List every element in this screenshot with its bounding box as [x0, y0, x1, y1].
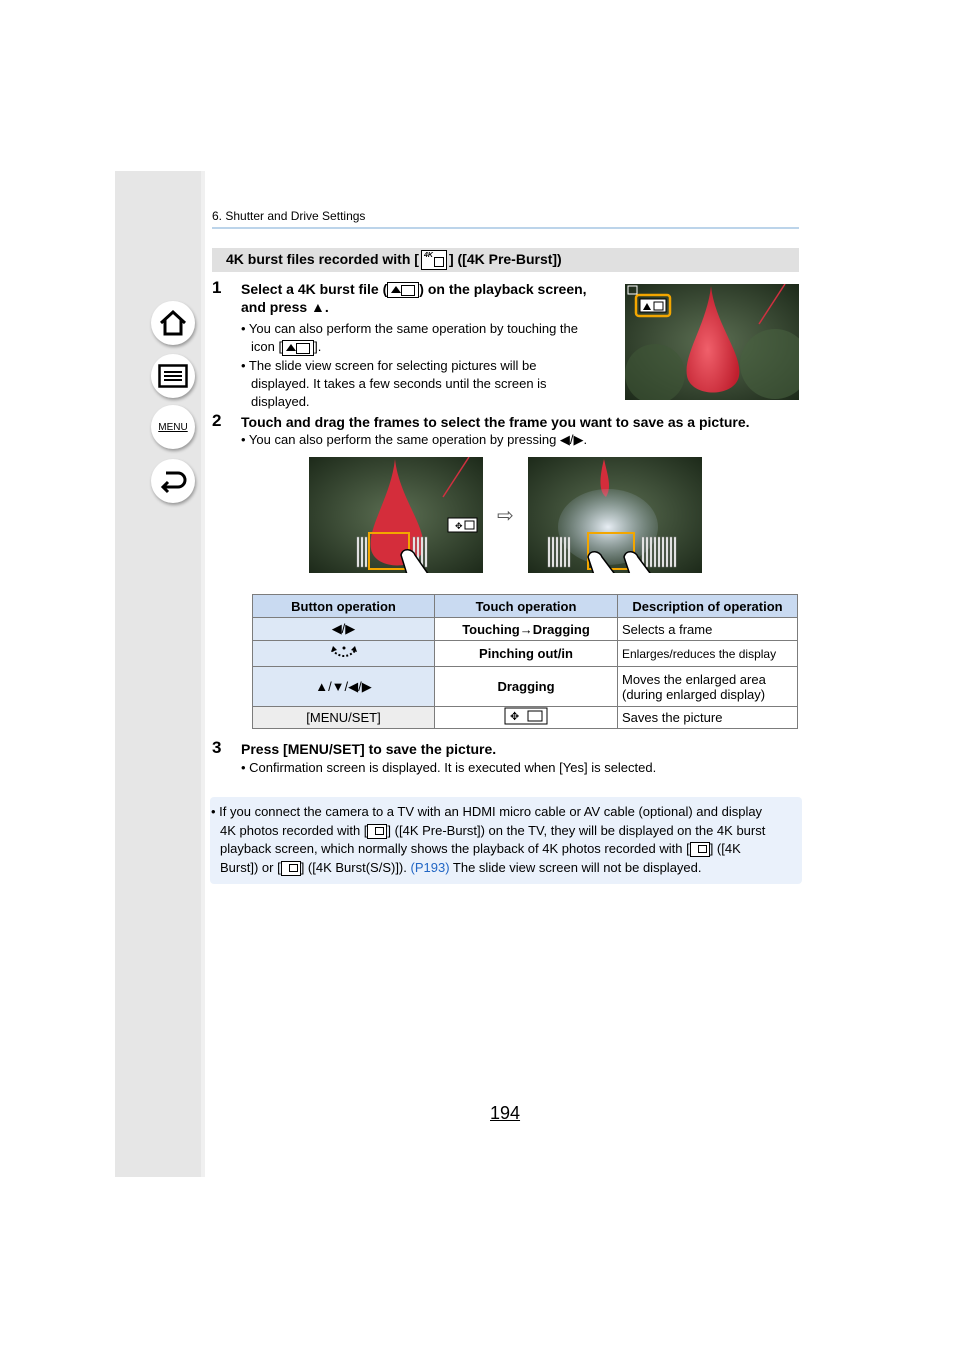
4k-pre-burst-icon: [421, 250, 447, 270]
button-op-cell: ▲/▼/◀/▶: [253, 667, 435, 707]
button-op-cell: ◀/▶: [253, 618, 435, 641]
touch-op-cell: Dragging: [435, 667, 618, 707]
step-1-text: Select a 4K burst file ( ) on the playback screen, and press ▲.: [241, 281, 587, 316]
step-2-bullet: • You can also perform the same operation by pressing ◀/▶.: [241, 432, 588, 447]
step-2-text: Touch and drag the frames to select the frame you want to save as a picture.: [241, 414, 750, 430]
table-header-row: [253, 595, 798, 618]
slide-view-image-1: [309, 457, 483, 573]
4k-pre-burst-icon: [367, 824, 387, 839]
header-button-operation: Button operation: [253, 595, 435, 618]
step-1-bullet-1: • You can also perform the same operation by touching the icon [ ].: [241, 321, 578, 354]
playback-screen-image: [625, 284, 799, 400]
touch-op-cell: Pinching out/in: [435, 641, 618, 667]
4k-burst-ss-icon: [281, 861, 301, 876]
home-button[interactable]: [151, 301, 195, 345]
button-op-cell: [253, 641, 435, 667]
header-touch-operation: Touch operation: [435, 595, 618, 618]
back-button[interactable]: [151, 459, 195, 503]
breadcrumb-divider: [212, 227, 799, 229]
table-row: [253, 667, 798, 707]
back-arrow-icon: [158, 468, 188, 494]
table-row: [253, 641, 798, 667]
button-op-cell: [MENU/SET]: [253, 707, 435, 729]
burst-play-icon: [282, 340, 314, 356]
list-icon: [158, 364, 188, 388]
home-icon: [158, 309, 188, 337]
table-row: [253, 618, 798, 641]
touch-op-cell: [435, 707, 618, 729]
burst-play-icon: [387, 282, 419, 298]
arrow-right-icon: ⇨: [497, 505, 514, 527]
page-number: 194: [490, 1103, 521, 1123]
contents-button[interactable]: [151, 354, 195, 398]
svg-text:✥: ✥: [510, 710, 520, 723]
sidebar-edge: [201, 171, 205, 1177]
step-1-bullet-2: • The slide view screen for selecting pictures will be displayed. It takes a few seconds until the screen is displayed.: [241, 358, 547, 409]
operations-table: [252, 594, 798, 729]
breadcrumb: 6. Shutter and Drive Settings: [212, 209, 366, 223]
step-2-number: 2: [212, 411, 222, 430]
step-3-text: Press [MENU/SET] to save the picture.: [241, 741, 497, 757]
description-cell: Enlarges/reduces the display: [618, 641, 798, 667]
description-cell: Moves the enlarged area (during enlarged display): [618, 667, 798, 707]
page-link-p193[interactable]: (P193): [410, 859, 450, 875]
header-description: Description of operation: [618, 595, 798, 618]
save-touch-icon: [504, 707, 548, 725]
menu-button[interactable]: [151, 405, 195, 449]
step-3-number: 3: [212, 738, 222, 757]
section-title: 4K burst files recorded with [4K ] ([4K Pre-Burst]): [226, 249, 562, 270]
svg-text:✥: ✥: [455, 522, 463, 532]
control-dial-icon: [329, 642, 359, 662]
table-row: [253, 707, 798, 729]
description-cell: Saves the picture: [618, 707, 798, 729]
note-text: • If you connect the camera to a TV with an HDMI micro cable or AV cable (optional) and display 4K photos recorded with [ ] ([4K Pre-Burst]) on the TV, they will be displayed on the 4K burst playback screen, which normally shows the playback of 4K photos recorded with [ ] ([4K Burst]) or [ ] ([4K Burst(S/S)]). (P193) The slide view screen will not be displayed.: [211, 804, 766, 875]
step-1-number: 1: [212, 278, 222, 297]
description-cell: Selects a frame: [618, 618, 798, 641]
slide-view-image-2: [528, 457, 702, 573]
4k-burst-icon: [690, 842, 710, 857]
touch-op-cell: Touching→Dragging: [435, 618, 618, 641]
menu-label: MENU: [158, 421, 188, 433]
section-header: [212, 248, 799, 272]
step-3-bullet: • Confirmation screen is displayed. It is executed when [Yes] is selected.: [241, 760, 657, 775]
